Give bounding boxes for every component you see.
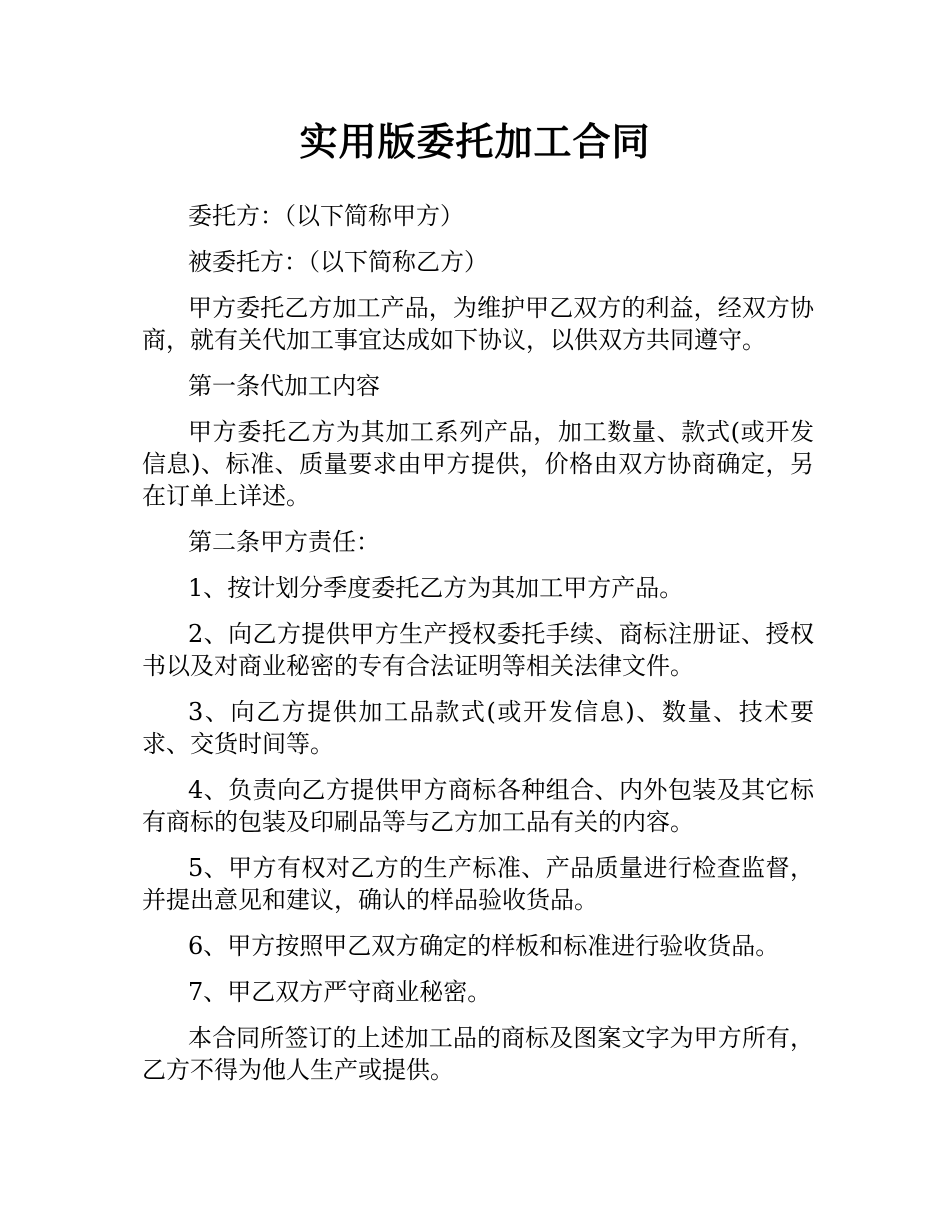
article-2-item-7: 7、甲乙双方严守商业秘密。 [188,978,492,1006]
paragraph-client: 委托方：（以下简称甲方） [188,202,464,230]
article-1-body: 甲方委托乙方为其加工系列产品，加工数量、款式(或开发信息)、标准、质量要求由甲方提供，价格由双方协商确定，另在订单上详述。 [142,418,814,510]
paragraph-contractor: 被委托方：（以下简称乙方） [188,248,488,276]
document-title: 实用版委托加工合同 [299,120,651,164]
article-2-item-4: 4、负责向乙方提供甲方商标各种组合、内外包装及其它标有商标的包装及印刷品等与乙方加工品有关的内容。 [142,776,814,836]
article-2-heading: 第二条甲方责任： [188,528,380,556]
paragraph-trademark-clause: 本合同所签订的上述加工品的商标及图案文字为甲方所有，乙方不得为他人生产或提供。 [142,1024,814,1084]
paragraph-preamble: 甲方委托乙方加工产品，为维护甲乙双方的利益，经双方协商，就有关代加工事宜达成如下协议，以供双方共同遵守。 [142,294,814,354]
article-2-item-6: 6、甲方按照甲乙双方确定的样板和标准进行验收货品。 [188,932,780,960]
article-1-heading: 第一条代加工内容 [188,372,380,400]
document-body [142,200,814,1100]
article-2-item-5: 5、甲方有权对乙方的生产标准、产品质量进行检查监督，并提出意见和建议，确认的样品验收货品。 [142,854,814,914]
article-2-item-1: 1、按计划分季度委托乙方为其加工甲方产品。 [188,574,684,602]
article-2-item-3: 3、向乙方提供加工品款式(或开发信息)、数量、技术要求、交货时间等。 [142,698,814,758]
article-2-item-2: 2、向乙方提供甲方生产授权委托手续、商标注册证、授权书以及对商业秘密的专有合法证明等相关法律文件。 [142,620,814,680]
